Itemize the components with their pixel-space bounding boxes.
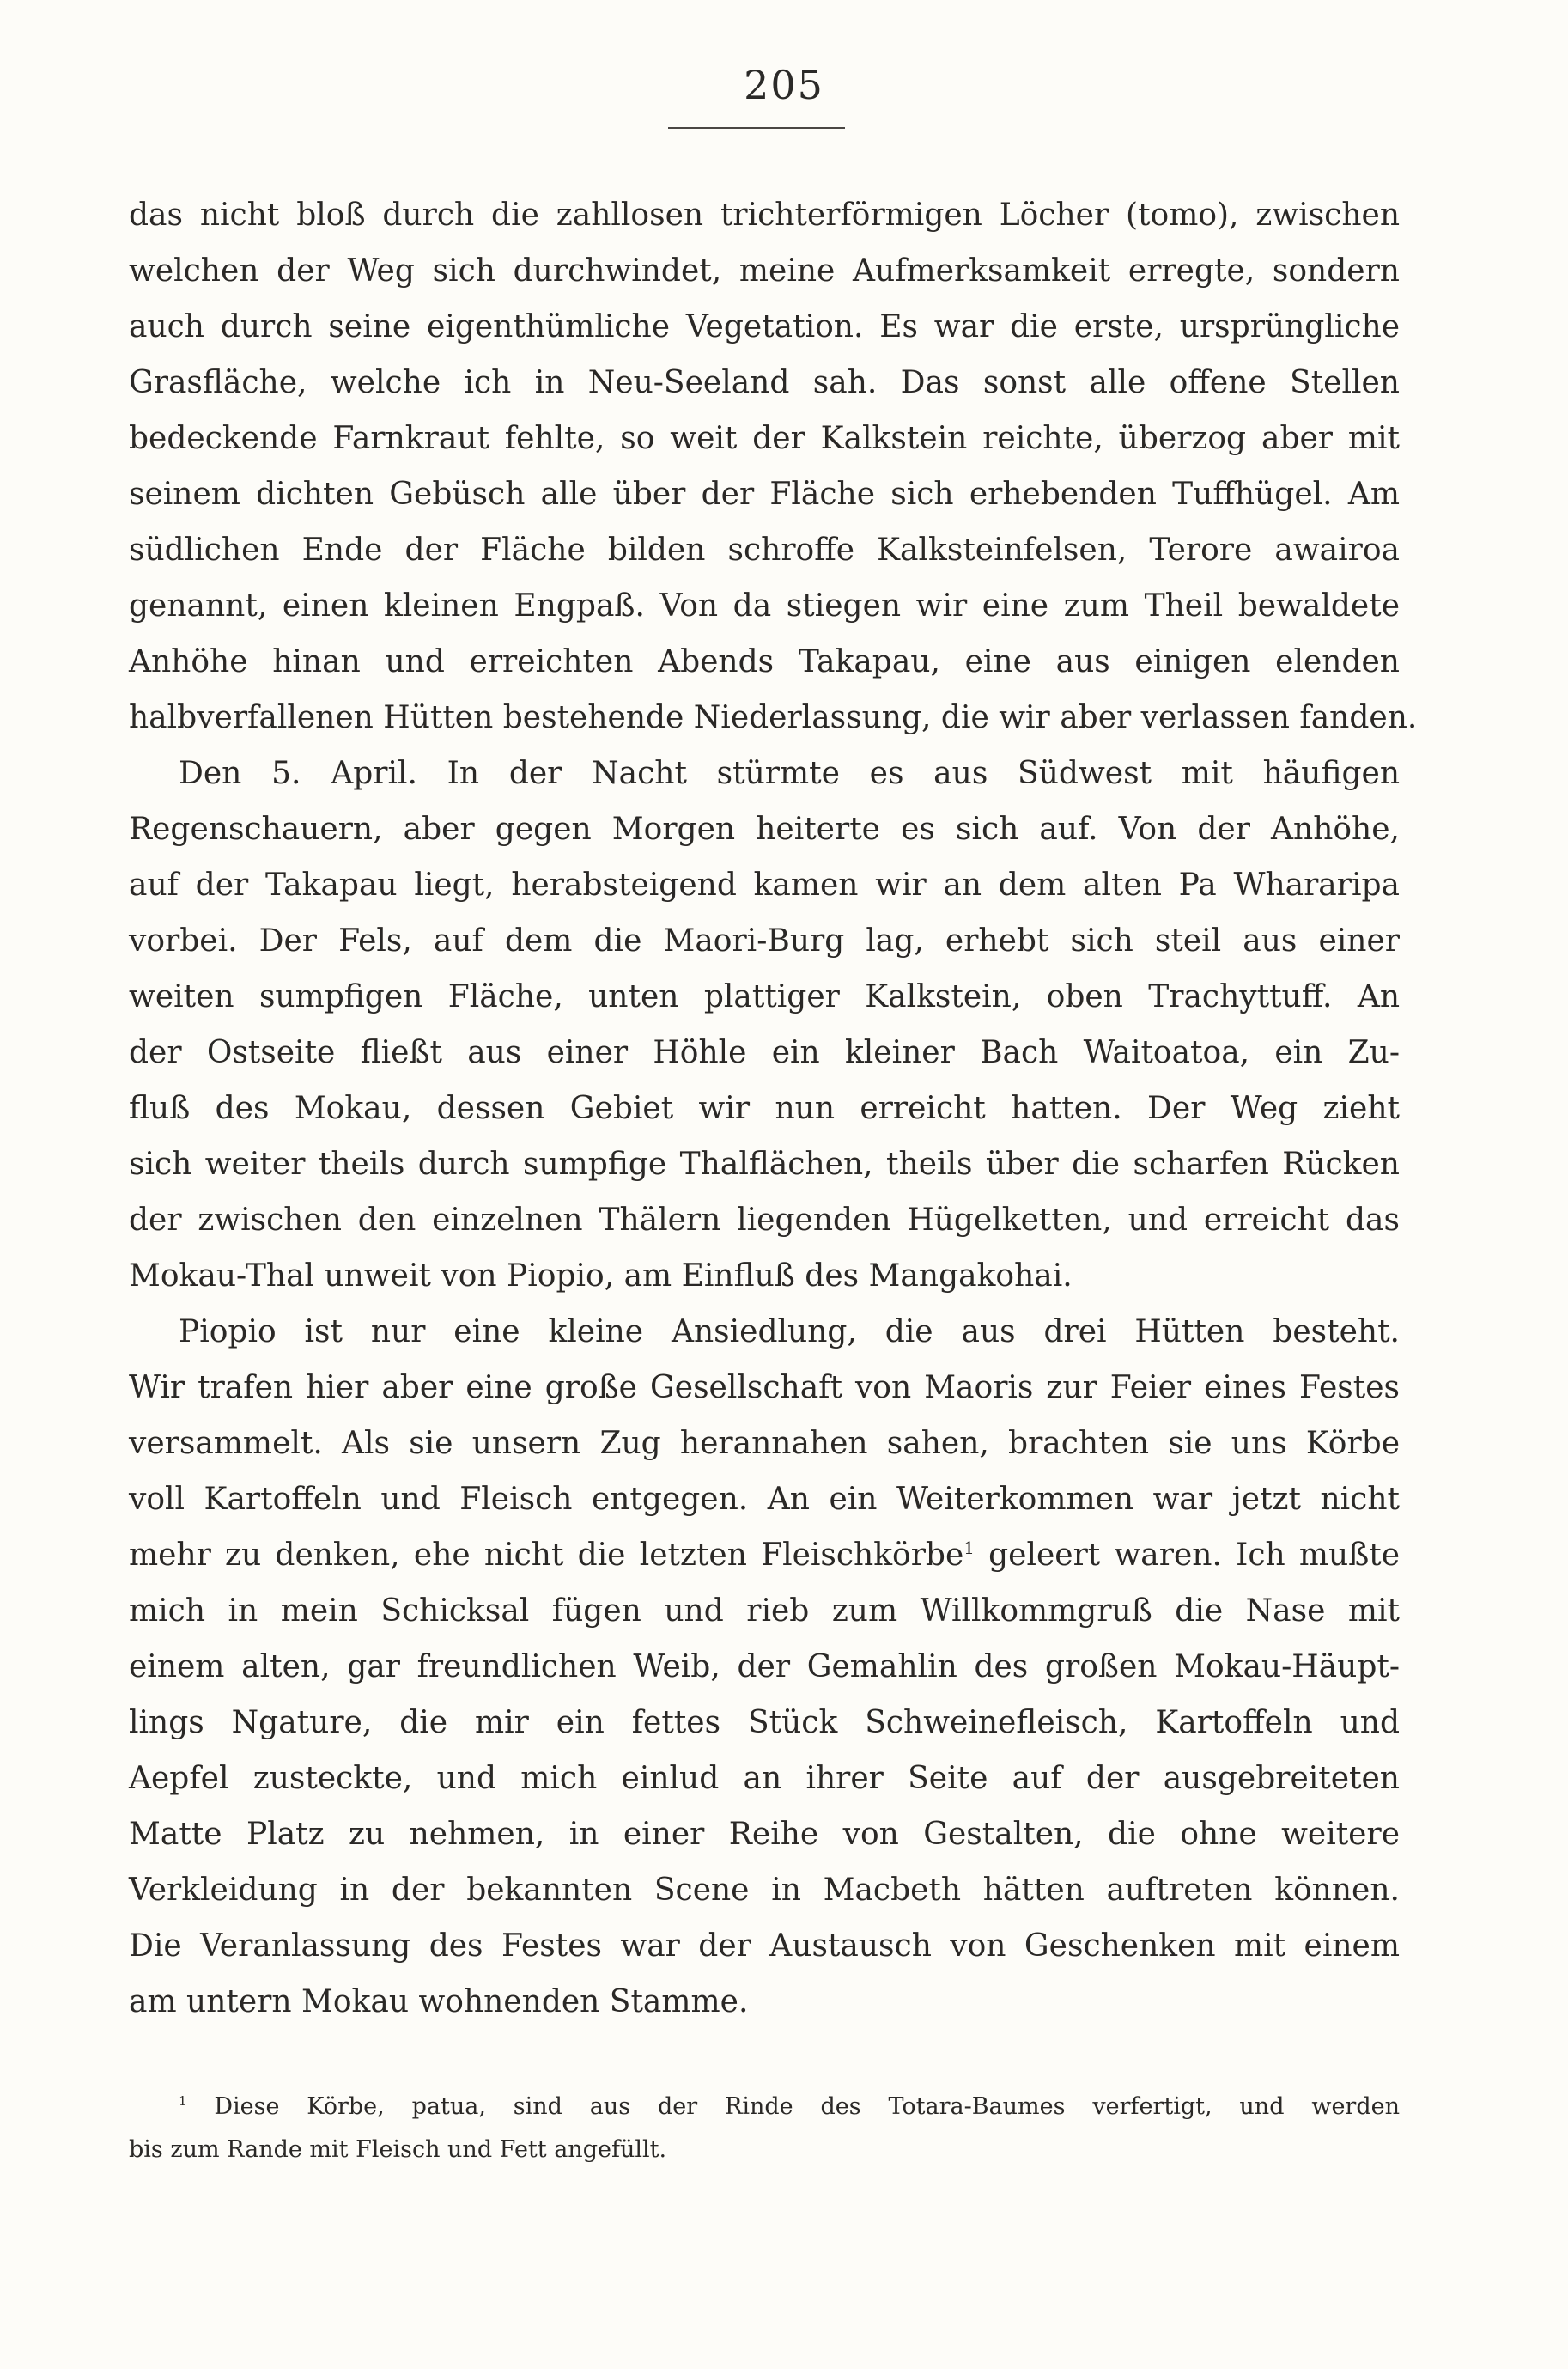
text-line: Den 5. April. In der Nacht stürmte es aus Südwest mit häufigen [179, 756, 1400, 791]
text-line: voll Kartoffeln und Fleisch entgegen. An ein Weiterkommen war jetzt nicht [129, 1482, 1400, 1517]
body-text [129, 187, 1418, 2030]
text-line: am untern Mokau wohnenden Stamme. [129, 1984, 749, 2019]
footnote [129, 2086, 1400, 2171]
text-line: Anhöhe hinan und erreichten Abends Takapau, eine aus einigen elenden [129, 644, 1400, 679]
text-line: fluß des Mokau, dessen Gebiet wir nun erreicht hatten. Der Weg zieht [129, 1091, 1400, 1126]
text-line: südlichen Ende der Fläche bilden schroffe Kalksteinfelsen, Terore awairoa [129, 533, 1400, 568]
text-line: vorbei. Der Fels, auf dem die Maori-Burg lag, erhebt sich steil aus einer [129, 923, 1400, 959]
text-line: einem alten, gar freundlichen Weib, der Gemahlin des großen Mokau-Häupt- [129, 1649, 1400, 1684]
text-line: Regenschauern, aber gegen Morgen heiterte es sich auf. Von der Anhöhe, [129, 812, 1400, 847]
text-line: Matte Platz zu nehmen, in einer Reihe von Gestalten, die ohne weitere [129, 1817, 1400, 1852]
text-line: sich weiter theils durch sumpfige Thalflächen, theils über die scharfen Rücken [129, 1147, 1400, 1182]
text-line: Aepfel zusteckte, und mich einlud an ihrer Seite auf der ausgebreiteten [129, 1761, 1400, 1796]
text-line: seinem dichten Gebüsch alle über der Fläche sich erhebenden Tuffhügel. Am [129, 477, 1400, 512]
footnote-marker: 1 [179, 2093, 187, 2109]
text-line: mich in mein Schicksal fügen und rieb zum Willkommgruß die Nase mit [129, 1593, 1400, 1629]
text-line: auf der Takapau liegt, herabsteigend kamen wir an dem alten Pa Whararipa [129, 868, 1400, 903]
page-number: 205 [744, 62, 824, 108]
footnote-text: Diese Körbe, patua, sind aus der Rinde des Totara-Baumes verfertigt, und werden [214, 2093, 1400, 2120]
text-line: Wir trafen hier aber eine große Gesellschaft von Maoris zur Feier eines Festes [129, 1370, 1400, 1405]
text-line: welchen der Weg sich durchwindet, meine Aufmerksamkeit erregte, sondern [129, 253, 1400, 289]
text-line: Grasfläche, welche ich in Neu-Seeland sah. Das sonst alle offene Stellen [129, 365, 1400, 400]
footnote-line: bis zum Rande mit Fleisch und Fett angefüllt. [129, 2136, 667, 2163]
text-line: bedeckende Farnkraut fehlte, so weit der Kalkstein reichte, überzog aber mit [129, 421, 1400, 456]
footnote-reference[interactable]: 1 [963, 1538, 975, 1558]
text-segment: geleert waren. Ich mußte [988, 1538, 1401, 1573]
text-line: genannt, einen kleinen Engpaß. Von da stiegen wir eine zum Theil bewaldete [129, 588, 1400, 624]
header-rule [668, 127, 845, 129]
text-line: der Ostseite fließt aus einer Höhle ein kleiner Bach Waitoatoa, ein Zu- [129, 1035, 1400, 1070]
footnote-line [129, 2086, 1400, 2128]
text-line: versammelt. Als sie unsern Zug herannahen sahen, brachten sie uns Körbe [129, 1426, 1400, 1461]
text-line: Mokau-Thal unweit von Piopio, am Einfluß des Mangakohai. [129, 1258, 1073, 1294]
text-line: Verkleidung in der bekannten Scene in Macbeth hätten auftreten können. [129, 1873, 1400, 1908]
text-line: der zwischen den einzelnen Thälern liegenden Hügelketten, und erreicht das [129, 1203, 1400, 1238]
text-line: Die Veranlassung des Festes war der Austausch von Geschenken mit einem [129, 1928, 1400, 1964]
text-line: das nicht bloß durch die zahllosen trichterförmigen Löcher (tomo), zwischen [129, 198, 1400, 233]
text-line: auch durch seine eigenthümliche Vegetation. Es war die erste, ursprüngliche [129, 309, 1400, 344]
text-line: halbverfallenen Hütten bestehende Niederlassung, die wir aber verlassen fanden. [129, 700, 1418, 735]
text-line: lings Ngature, die mir ein fettes Stück Schweinefleisch, Kartoffeln und [129, 1705, 1400, 1740]
text-segment: mehr zu denken, ehe nicht die letzten Fleischkörbe [129, 1538, 964, 1573]
text-line: weiten sumpfigen Fläche, unten plattiger Kalkstein, oben Trachyttuff. An [129, 979, 1400, 1014]
text-line-with-footnote-ref [129, 1527, 1400, 1583]
text-line: Piopio ist nur eine kleine Ansiedlung, die aus drei Hütten besteht. [179, 1314, 1400, 1349]
